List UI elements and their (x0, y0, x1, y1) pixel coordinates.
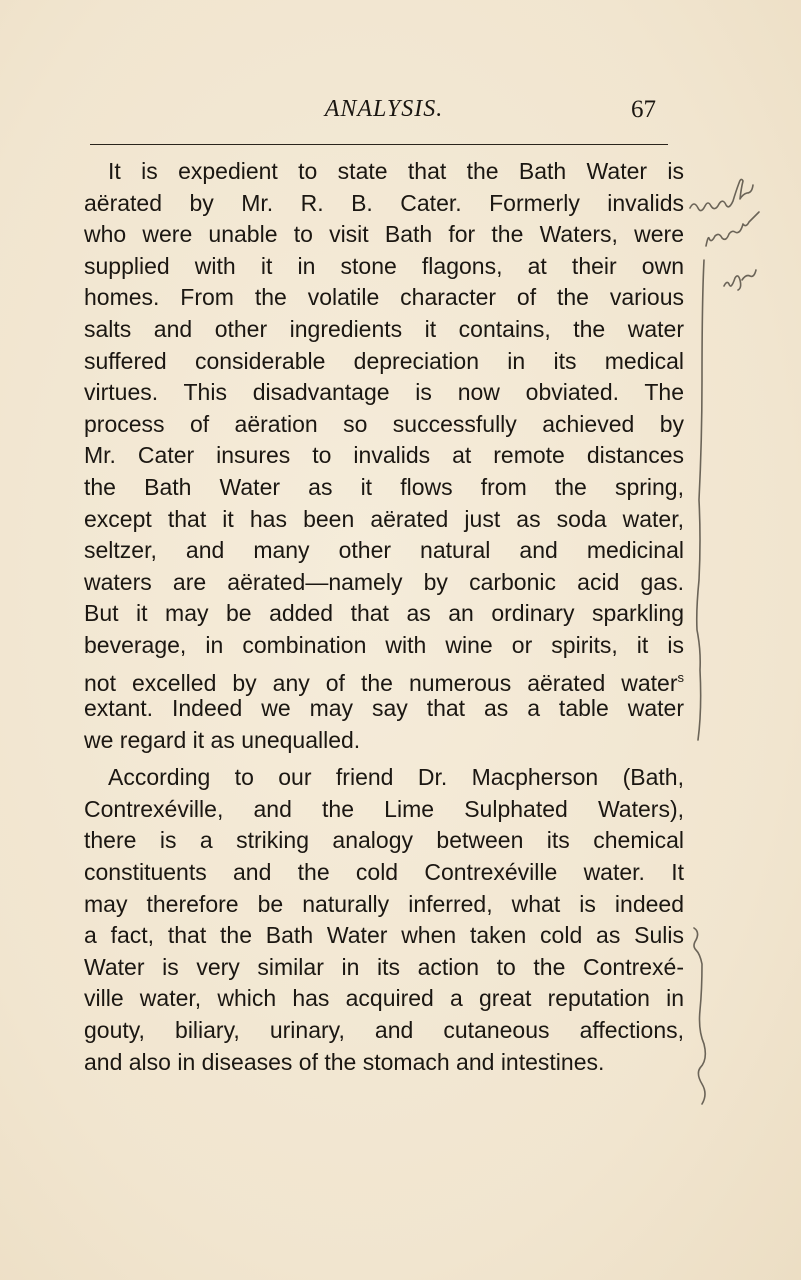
paragraph-2-line: constituents and the cold Contrexéville water. It (84, 859, 684, 886)
paragraph-2-line: gouty, biliary, urinary, and cutaneous affections, (84, 1017, 684, 1044)
pencil-marginalia (677, 160, 801, 1280)
paragraph-1-line: homes. From the volatile character of the various (84, 284, 684, 311)
paragraph-2-line: a fact, that the Bath Water when taken cold as Sulis (84, 922, 684, 949)
paragraph-1-line: who were unable to visit Bath for the Waters, were (84, 221, 684, 248)
header-rule (90, 144, 668, 145)
paragraph-1-line-text: not excelled by any of the numerous aërated water (84, 669, 678, 696)
paragraph-1-line: seltzer, and many other natural and medicinal (84, 537, 684, 564)
paragraph-2-line: and also in diseases of the stomach and intestines. (84, 1048, 605, 1075)
paragraph-1-line: supplied with it in stone flagons, at their own (84, 252, 684, 279)
paragraph-1-line: It is expedient to state that the Bath Water is (108, 158, 684, 184)
paragraph-1-line: process of aëration so successfully achieved by (84, 410, 684, 437)
marginal-scribble-1 (690, 179, 753, 210)
paragraph-1-line: Mr. Cater insures to invalids at remote distances (84, 442, 684, 469)
paragraph-1-line: But it may be added that as an ordinary sparkling (84, 600, 684, 627)
paragraph-1-line: salts and other ingredients it contains, the water (84, 315, 684, 342)
paragraph-1-line: we regard it as unequalled. (84, 726, 361, 753)
paragraph-1-line: except that it has been aërated just as soda water, (84, 505, 684, 532)
page-number: 67 (631, 96, 656, 123)
superscript-s: s (677, 669, 684, 685)
paragraph-1-line: beverage, in combination with wine or spirits, it is (84, 631, 684, 658)
paragraph-1-line: extant. Indeed we may say that as a table water (84, 695, 684, 722)
paragraph-2-line: ville water, which has acquired a great reputation in (84, 985, 684, 1012)
paragraph-1-line: waters are aërated—namely by carbonic acid gas. (84, 568, 684, 595)
paragraph-2-line: there is a striking analogy between its chemical (84, 827, 684, 854)
paragraph-2-line: According to our friend Dr. Macpherson (Bath, (108, 764, 684, 791)
paragraph-2-line: Water is very similar in its action to the Contrexé- (84, 953, 684, 980)
margin-bracket-1 (697, 260, 704, 740)
marginal-scribble-2 (706, 212, 759, 246)
paragraph-1-line: virtues. This disadvantage is now obviated. The (84, 379, 684, 406)
marginal-scribble-3 (724, 270, 756, 290)
margin-bracket-2 (694, 928, 705, 1104)
paragraph-1-line: aërated by Mr. R. B. Cater. Formerly invalids (84, 189, 684, 216)
running-title: ANALYSIS. (324, 96, 444, 122)
paragraph-1-line: the Bath Water as it flows from the spring, (84, 473, 684, 500)
body-text (84, 156, 684, 1078)
page-header (90, 96, 668, 136)
paragraph-1-line-with-sup (84, 662, 684, 694)
paragraph-2-line: Contrexéville, and the Lime Sulphated Waters), (84, 795, 684, 822)
paragraph-2-line: may therefore be naturally inferred, what is indeed (84, 890, 684, 917)
paragraph-1-line: suffered considerable depreciation in its medical (84, 347, 684, 374)
